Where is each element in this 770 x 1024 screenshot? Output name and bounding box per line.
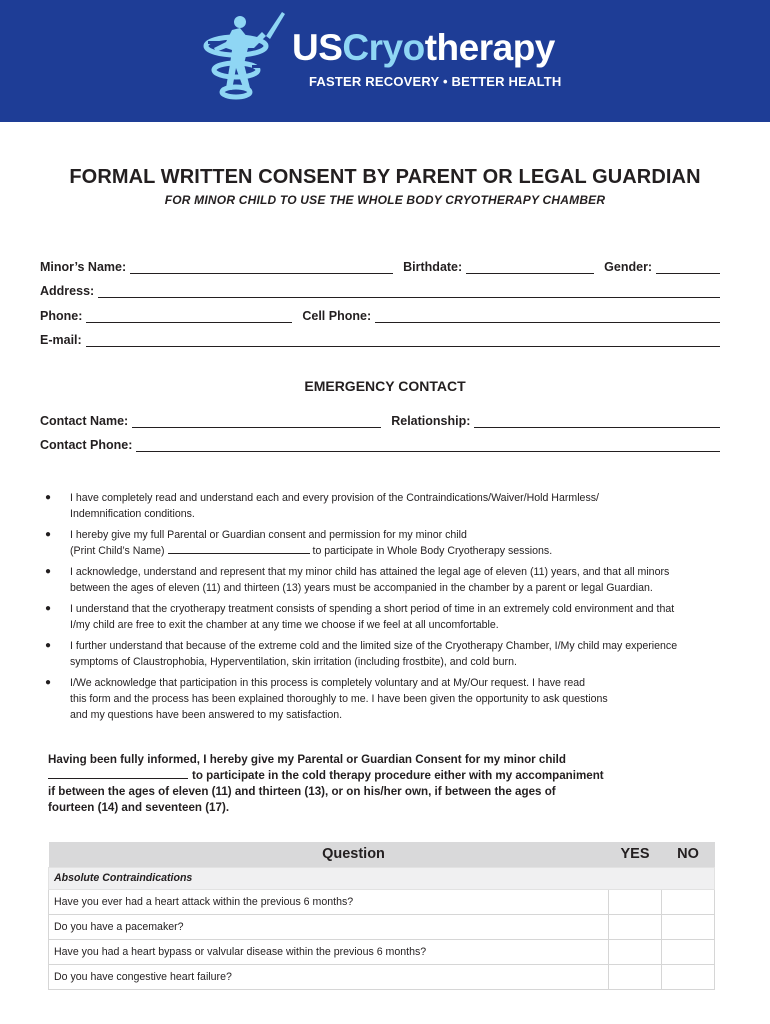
cell-phone-label: Cell Phone: [302, 309, 372, 323]
form-subtitle: FOR MINOR CHILD TO USE THE WHOLE BODY CRYOTHERAPY CHAMBER [164, 193, 606, 207]
consent-text: if between the ages of eleven (11) and thirteen (13), or on his/her own, if between the ages of [48, 785, 556, 798]
bullet-text: to participate in Whole Body Cryotherapy sessions. [312, 545, 553, 557]
cryo-figure-logo-icon [196, 8, 288, 112]
table-section-row [49, 867, 715, 889]
birthdate-label: Birthdate: [403, 260, 463, 274]
bullet-text: Indemnification conditions. [70, 508, 195, 520]
no-column-header: NO [662, 842, 715, 867]
bullet-text: between the ages of eleven (11) and thirteen (13) years must be accompanied in the chamber by a parent or legal Guardian. [70, 582, 653, 594]
bullet-text: I have completely read and understand each and every provision of the Contraindications/Waiver/Hold Harmless/ [70, 492, 599, 504]
contraindications-table [48, 842, 715, 990]
birthdate-field[interactable] [466, 263, 594, 274]
consent-text: fourteen (14) and seventeen (17). [48, 801, 230, 814]
address-row [40, 282, 720, 298]
form-title: FORMAL WRITTEN CONSENT BY PARENT OR LEGAL GUARDIAN [69, 166, 701, 188]
brand-cryo: Cryo [342, 27, 425, 68]
no-checkbox[interactable] [662, 964, 715, 989]
bullet-text: I further understand that because of the extreme cold and the limited size of the Cryotherapy Chamber, I/My child may experience [70, 640, 678, 652]
address-label: Address: [40, 284, 95, 298]
section-label: Absolute Contraindications [49, 867, 715, 889]
address-field[interactable] [98, 287, 720, 298]
bullet-text: (Print Child’s Name) [70, 545, 165, 557]
bullet-icon: ● [45, 677, 52, 688]
consent-bullet-list [38, 490, 728, 728]
consent-text: Having been fully informed, I hereby give my Parental or Guardian Consent for my minor child [48, 753, 566, 766]
question-text: Have you ever had a heart attack within the previous 6 months? [49, 889, 609, 914]
brand-name [292, 27, 555, 69]
bullet-text: I acknowledge, understand and represent that my minor child has attained the legal age of eleven (11) years, and that all minors [70, 566, 670, 578]
consent-child-name-field[interactable] [48, 768, 188, 779]
contact-phone-row [40, 436, 720, 452]
no-checkbox[interactable] [662, 939, 715, 964]
contact-name-label: Contact Name: [40, 414, 129, 428]
list-item [38, 638, 728, 670]
phone-row [40, 307, 720, 323]
bullet-icon: ● [45, 603, 52, 614]
yes-checkbox[interactable] [609, 914, 662, 939]
contact-phone-field[interactable] [136, 441, 720, 452]
cell-phone-field[interactable] [375, 312, 720, 323]
contact-name-field[interactable] [132, 417, 381, 428]
bullet-text: and my questions have been answered to my satisfaction. [70, 709, 343, 721]
minors-name-label: Minor’s Name: [40, 260, 127, 274]
gender-label: Gender: [604, 260, 653, 274]
email-label: E-mail: [40, 333, 82, 347]
bullet-text: I hereby give my full Parental or Guardian consent and permission for my minor child [70, 529, 467, 541]
brand-us: US [292, 27, 343, 68]
contact-phone-label: Contact Phone: [40, 438, 133, 452]
bullet-text: symptoms of Claustrophobia, Hyperventilation, skin irritation (including frostbite), and cold burn. [70, 656, 517, 668]
list-item [38, 675, 728, 723]
header-banner [0, 0, 770, 122]
bullet-icon: ● [45, 566, 52, 577]
table-row [49, 889, 715, 914]
email-field[interactable] [86, 336, 720, 347]
email-row [40, 331, 720, 347]
bullet-icon: ● [45, 492, 52, 503]
question-text: Have you had a heart bypass or valvular disease within the previous 6 months? [49, 939, 609, 964]
table-header-row [49, 842, 715, 867]
relationship-label: Relationship: [391, 414, 471, 428]
no-checkbox[interactable] [662, 889, 715, 914]
minor-info-row [40, 258, 720, 274]
list-item [38, 490, 728, 522]
list-item [38, 601, 728, 633]
question-text: Do you have a pacemaker? [49, 914, 609, 939]
brand-tagline: FASTER RECOVERY • BETTER HEALTH [309, 74, 562, 89]
gender-field[interactable] [656, 263, 720, 274]
bullet-text: I understand that the cryotherapy treatment consists of spending a short period of time in an extremely cold environment and that [70, 603, 675, 615]
bullet-icon: ● [45, 529, 52, 540]
yes-checkbox[interactable] [609, 964, 662, 989]
phone-label: Phone: [40, 309, 83, 323]
yes-checkbox[interactable] [609, 939, 662, 964]
bullet-text: this form and the process has been explained thoroughly to me. I have been given the opportunity to ask questions [70, 693, 608, 705]
list-item [38, 564, 728, 596]
brand-therapy: therapy [424, 27, 555, 68]
question-column-header: Question [49, 842, 609, 867]
bullet-text: I/my child are free to exit the chamber at any time we choose if we feel at all uncomfortable. [70, 619, 499, 631]
table-row [49, 964, 715, 989]
list-item [38, 527, 728, 559]
child-name-field[interactable] [168, 544, 310, 554]
yes-column-header: YES [609, 842, 662, 867]
bullet-text: I/We acknowledge that participation in this process is completely voluntary and at My/Our request. I have read [70, 677, 586, 689]
question-text: Do you have congestive heart failure? [49, 964, 609, 989]
relationship-field[interactable] [474, 417, 720, 428]
table-row [49, 914, 715, 939]
phone-field[interactable] [86, 312, 292, 323]
contact-name-row [40, 412, 720, 428]
yes-checkbox[interactable] [609, 889, 662, 914]
bullet-icon: ● [45, 640, 52, 651]
consent-text: to participate in the cold therapy procedure either with my accompaniment [192, 769, 604, 782]
no-checkbox[interactable] [662, 914, 715, 939]
emergency-contact-heading: EMERGENCY CONTACT [304, 378, 466, 394]
consent-statement [48, 752, 688, 816]
minors-name-field[interactable] [130, 263, 393, 274]
table-row [49, 939, 715, 964]
